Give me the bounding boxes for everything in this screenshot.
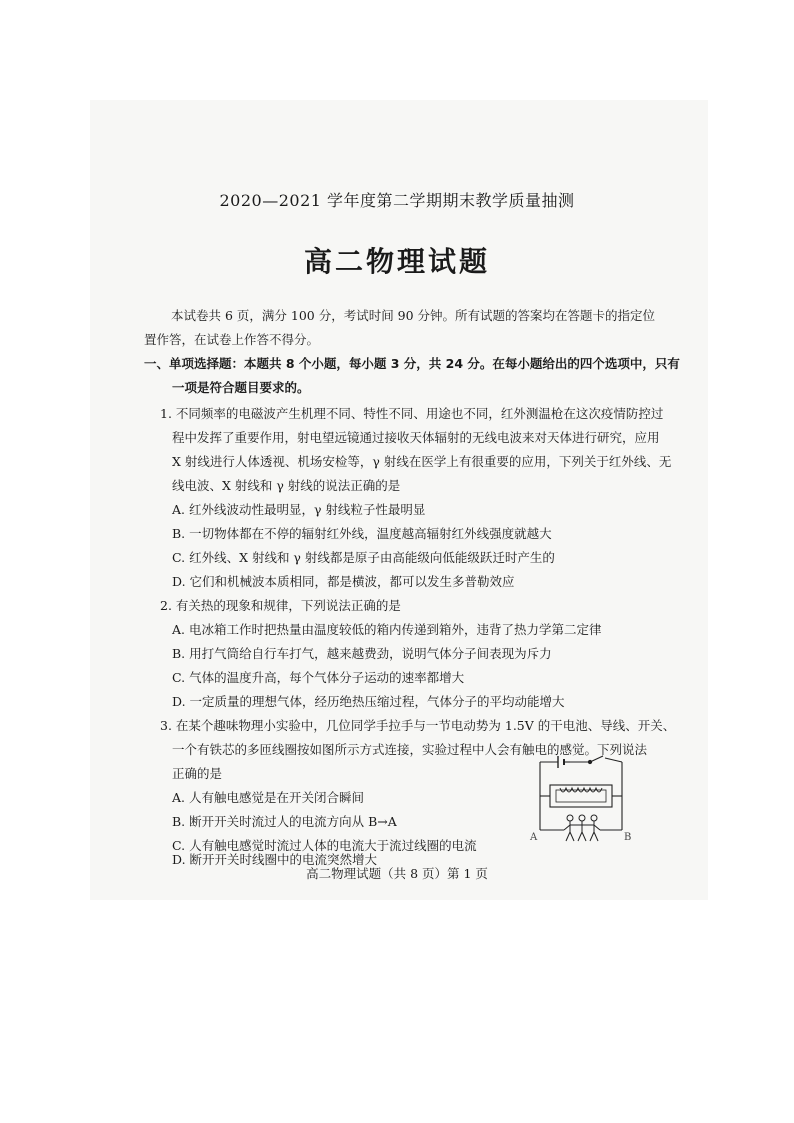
exam-subtitle: 2020—2021 学年度第二学期期末教学质量抽测 xyxy=(219,191,575,210)
q2-option-d: D. 一定质量的理想气体，经历绝热压缩过程，气体分子的平均动能增大 xyxy=(172,694,565,709)
page-footer: 高二物理试题（共 8 页）第 1 页 xyxy=(306,866,488,881)
circuit-label-a: A xyxy=(530,832,538,843)
circuit-diagram xyxy=(530,752,632,844)
circuit-diagram-svg xyxy=(530,752,632,844)
people-holding-hands-icon xyxy=(564,815,600,841)
q1-option-d: D. 它们和机械波本质相同，都是横波，都可以发生多普勒效应 xyxy=(172,574,515,589)
circuit-label-b: B xyxy=(624,832,632,843)
q3-option-d: D. 断开开关时线圈中的电流突然增大 xyxy=(172,852,378,867)
q1-stem-line-4: 线电波、X 射线和 γ 射线的说法正确的是 xyxy=(172,478,401,493)
q1-stem-line-1: 1. 不同频率的电磁波产生机理不同、特性不同、用途也不同，红外测温枪在这次疫情防控过 xyxy=(160,406,664,421)
q2-option-b: B. 用打气筒给自行车打气，越来越费劲，说明气体分子间表现为斥力 xyxy=(172,646,552,661)
instructions-line-1: 本试卷共 6 页，满分 100 分，考试时间 90 分钟。所有试题的答案均在答题卡的指定位 xyxy=(171,308,656,323)
q2-option-c: C. 气体的温度升高，每个气体分子运动的速率都增大 xyxy=(172,670,465,685)
section-heading-line-1: 一、单项选择题：本题共 8 个小题，每小题 3 分，共 24 分。在每小题给出的四个选项中，只有 xyxy=(144,356,680,371)
q1-option-b: B. 一切物体都在不停的辐射红外线，温度越高辐射红外线强度就越大 xyxy=(172,526,552,541)
q3-option-b: B. 断开开关时流过人的电流方向从 B→A xyxy=(172,814,397,829)
q3-stem-line-2: 一个有铁芯的多匝线圈按如图所示方式连接，实验过程中人会有触电的感觉。下列说法 xyxy=(172,742,648,757)
q3-option-c: C. 人有触电感觉时流过人体的电流大于流过线圈的电流 xyxy=(172,838,477,853)
q1-option-c: C. 红外线、X 射线和 γ 射线都是原子由高能级向低能级跃迁时产生的 xyxy=(172,550,555,565)
q1-stem-line-3: X 射线进行人体透视、机场安检等，γ 射线在医学上有很重要的应用，下列关于红外线、无 xyxy=(172,454,672,469)
q1-option-a: A. 红外线波动性最明显，γ 射线粒子性最明显 xyxy=(172,502,426,517)
q3-option-a: A. 人有触电感觉是在开关闭合瞬间 xyxy=(172,790,364,805)
section-heading-line-2: 一项是符合题目要求的。 xyxy=(172,380,310,395)
instructions-line-2: 置作答，在试卷上作答不得分。 xyxy=(144,332,320,347)
q1-stem-line-2: 程中发挥了重要作用，射电望远镜通过接收天体辐射的无线电波来对天体进行研究，应用 xyxy=(172,430,660,445)
q2-option-a: A. 电冰箱工作时把热量由温度较低的箱内传递到箱外，违背了热力学第二定律 xyxy=(172,622,602,637)
q3-stem-line-3: 正确的是 xyxy=(172,766,223,781)
exam-title: 高二物理试题 xyxy=(303,245,490,278)
q2-stem: 2. 有关热的现象和规律，下列说法正确的是 xyxy=(160,598,401,613)
q3-stem-line-1: 3. 在某个趣味物理小实验中，几位同学手拉手与一节电动势为 1.5V 的干电池、导线、开关、 xyxy=(160,718,676,733)
